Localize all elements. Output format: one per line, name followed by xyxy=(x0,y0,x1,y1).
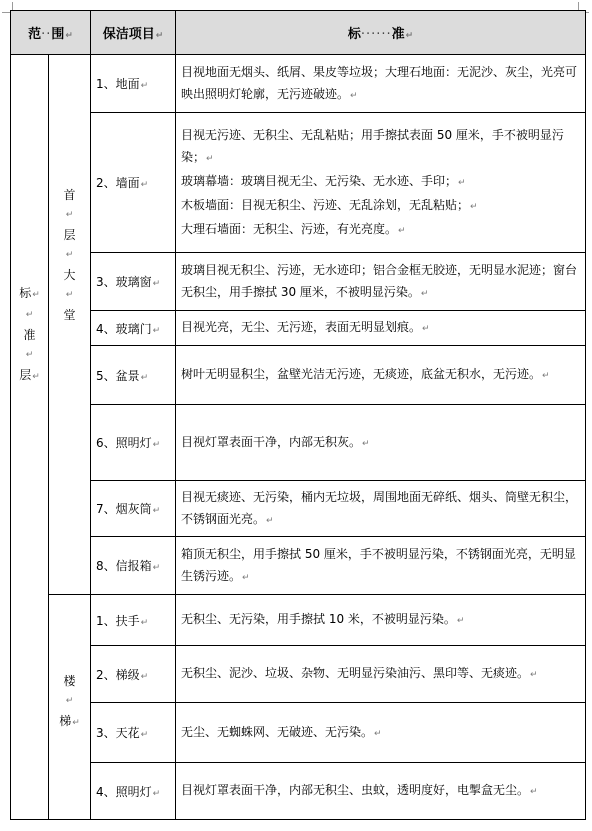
standard-line: 目视无污迹、无积尘、无乱粘贴；用手擦拭表面 50 厘米，手不被明显污染；↵ xyxy=(181,127,564,164)
group-label-standard-layer: 标↵ ↵ 准 ↵ 层↵ xyxy=(11,55,49,820)
item-cell: 7、烟灰筒↵ xyxy=(91,481,176,537)
standard-cell: 无积尘、泥沙、垃圾、杂物、无明显污染油污、黑印等、无痰迹。↵ xyxy=(176,646,586,703)
standard-cell xyxy=(176,113,586,253)
table-row xyxy=(11,703,586,763)
table-row xyxy=(11,405,586,481)
item-cell: 4、玻璃门↵ xyxy=(91,311,176,346)
standard-cell: 目视无痰迹、无污染，桶内无垃圾，周围地面无碎纸、烟头、筒壁无积尘，不锈钢面光亮。↵ xyxy=(176,481,586,537)
item-cell: 3、玻璃窗↵ xyxy=(91,253,176,311)
table-row xyxy=(11,537,586,595)
standard-cell: 目视灯罩表面干净，内部无积尘、虫蚊，透明度好，电掣盒无尘。↵ xyxy=(176,763,586,820)
standard-line: 木板墙面：目视无积尘、污迹、无乱涂划，无乱粘贴；↵ xyxy=(181,197,478,212)
table-body xyxy=(11,55,586,820)
group-label-stairs: 楼 ↵ 梯↵ xyxy=(49,595,91,820)
item-cell: 2、梯级↵ xyxy=(91,646,176,703)
table-header-row xyxy=(11,11,586,55)
standard-line: 玻璃幕墙：玻璃目视无尘、无污染、无水迹、手印；↵ xyxy=(181,173,466,188)
header-standard: 标······准↵ xyxy=(176,11,586,55)
group-label-lobby: 首 ↵ 层 ↵ 大 ↵ 堂 xyxy=(49,55,91,595)
standard-cell: 玻璃目视无积尘、污迹，无水迹印；铝合金框无胶迹，无明显水泥迹；窗台无积尘，用手擦拭 30 厘米，不被明显污染。↵ xyxy=(176,253,586,311)
standard-cell: 树叶无明显积尘，盆壁光洁无污迹，无痰迹，底盆无积水，无污迹。↵ xyxy=(176,346,586,405)
standard-cell: 目视地面无烟头、纸屑、果皮等垃圾；大理石地面：无泥沙、灰尘，光亮可映出照明灯轮廓，无污迹破迹。↵ xyxy=(176,55,586,113)
table-row xyxy=(11,763,586,820)
table-row xyxy=(11,311,586,346)
table-row xyxy=(11,55,586,113)
table-row xyxy=(11,595,586,646)
item-cell: 6、照明灯↵ xyxy=(91,405,176,481)
standard-cell: 无尘、无蜘蛛网、无破迹、无污染。↵ xyxy=(176,703,586,763)
item-cell: 2、墙面↵ xyxy=(91,113,176,253)
item-cell: 1、地面↵ xyxy=(91,55,176,113)
item-cell: 8、信报箱↵ xyxy=(91,537,176,595)
standard-cell: 无积尘、无污染，用手擦拭 10 米，不被明显污染。↵ xyxy=(176,595,586,646)
item-cell: 5、盆景↵ xyxy=(91,346,176,405)
standard-cell: 目视光亮，无尘、无污迹，表面无明显划痕。↵ xyxy=(176,311,586,346)
table-row xyxy=(11,346,586,405)
table-row xyxy=(11,253,586,311)
header-scope: 范··围↵ xyxy=(11,11,91,55)
standard-cell: 箱顶无积尘，用手擦拭 50 厘米，手不被明显污染，不锈钢面光亮，无明显生锈污迹。↵ xyxy=(176,537,586,595)
item-cell: 4、照明灯↵ xyxy=(91,763,176,820)
header-cleaning-item: 保洁项目↵ xyxy=(91,11,176,55)
item-cell: 1、扶手↵ xyxy=(91,595,176,646)
cleaning-standard-table xyxy=(10,10,586,820)
standard-line: 大理石墙面：无积尘、污迹，有光亮度。↵ xyxy=(181,221,406,236)
table-row xyxy=(11,113,586,253)
table-row xyxy=(11,646,586,703)
standard-cell: 目视灯罩表面干净，内部无积灰。↵ xyxy=(176,405,586,481)
item-cell: 3、天花↵ xyxy=(91,703,176,763)
table-row xyxy=(11,481,586,537)
